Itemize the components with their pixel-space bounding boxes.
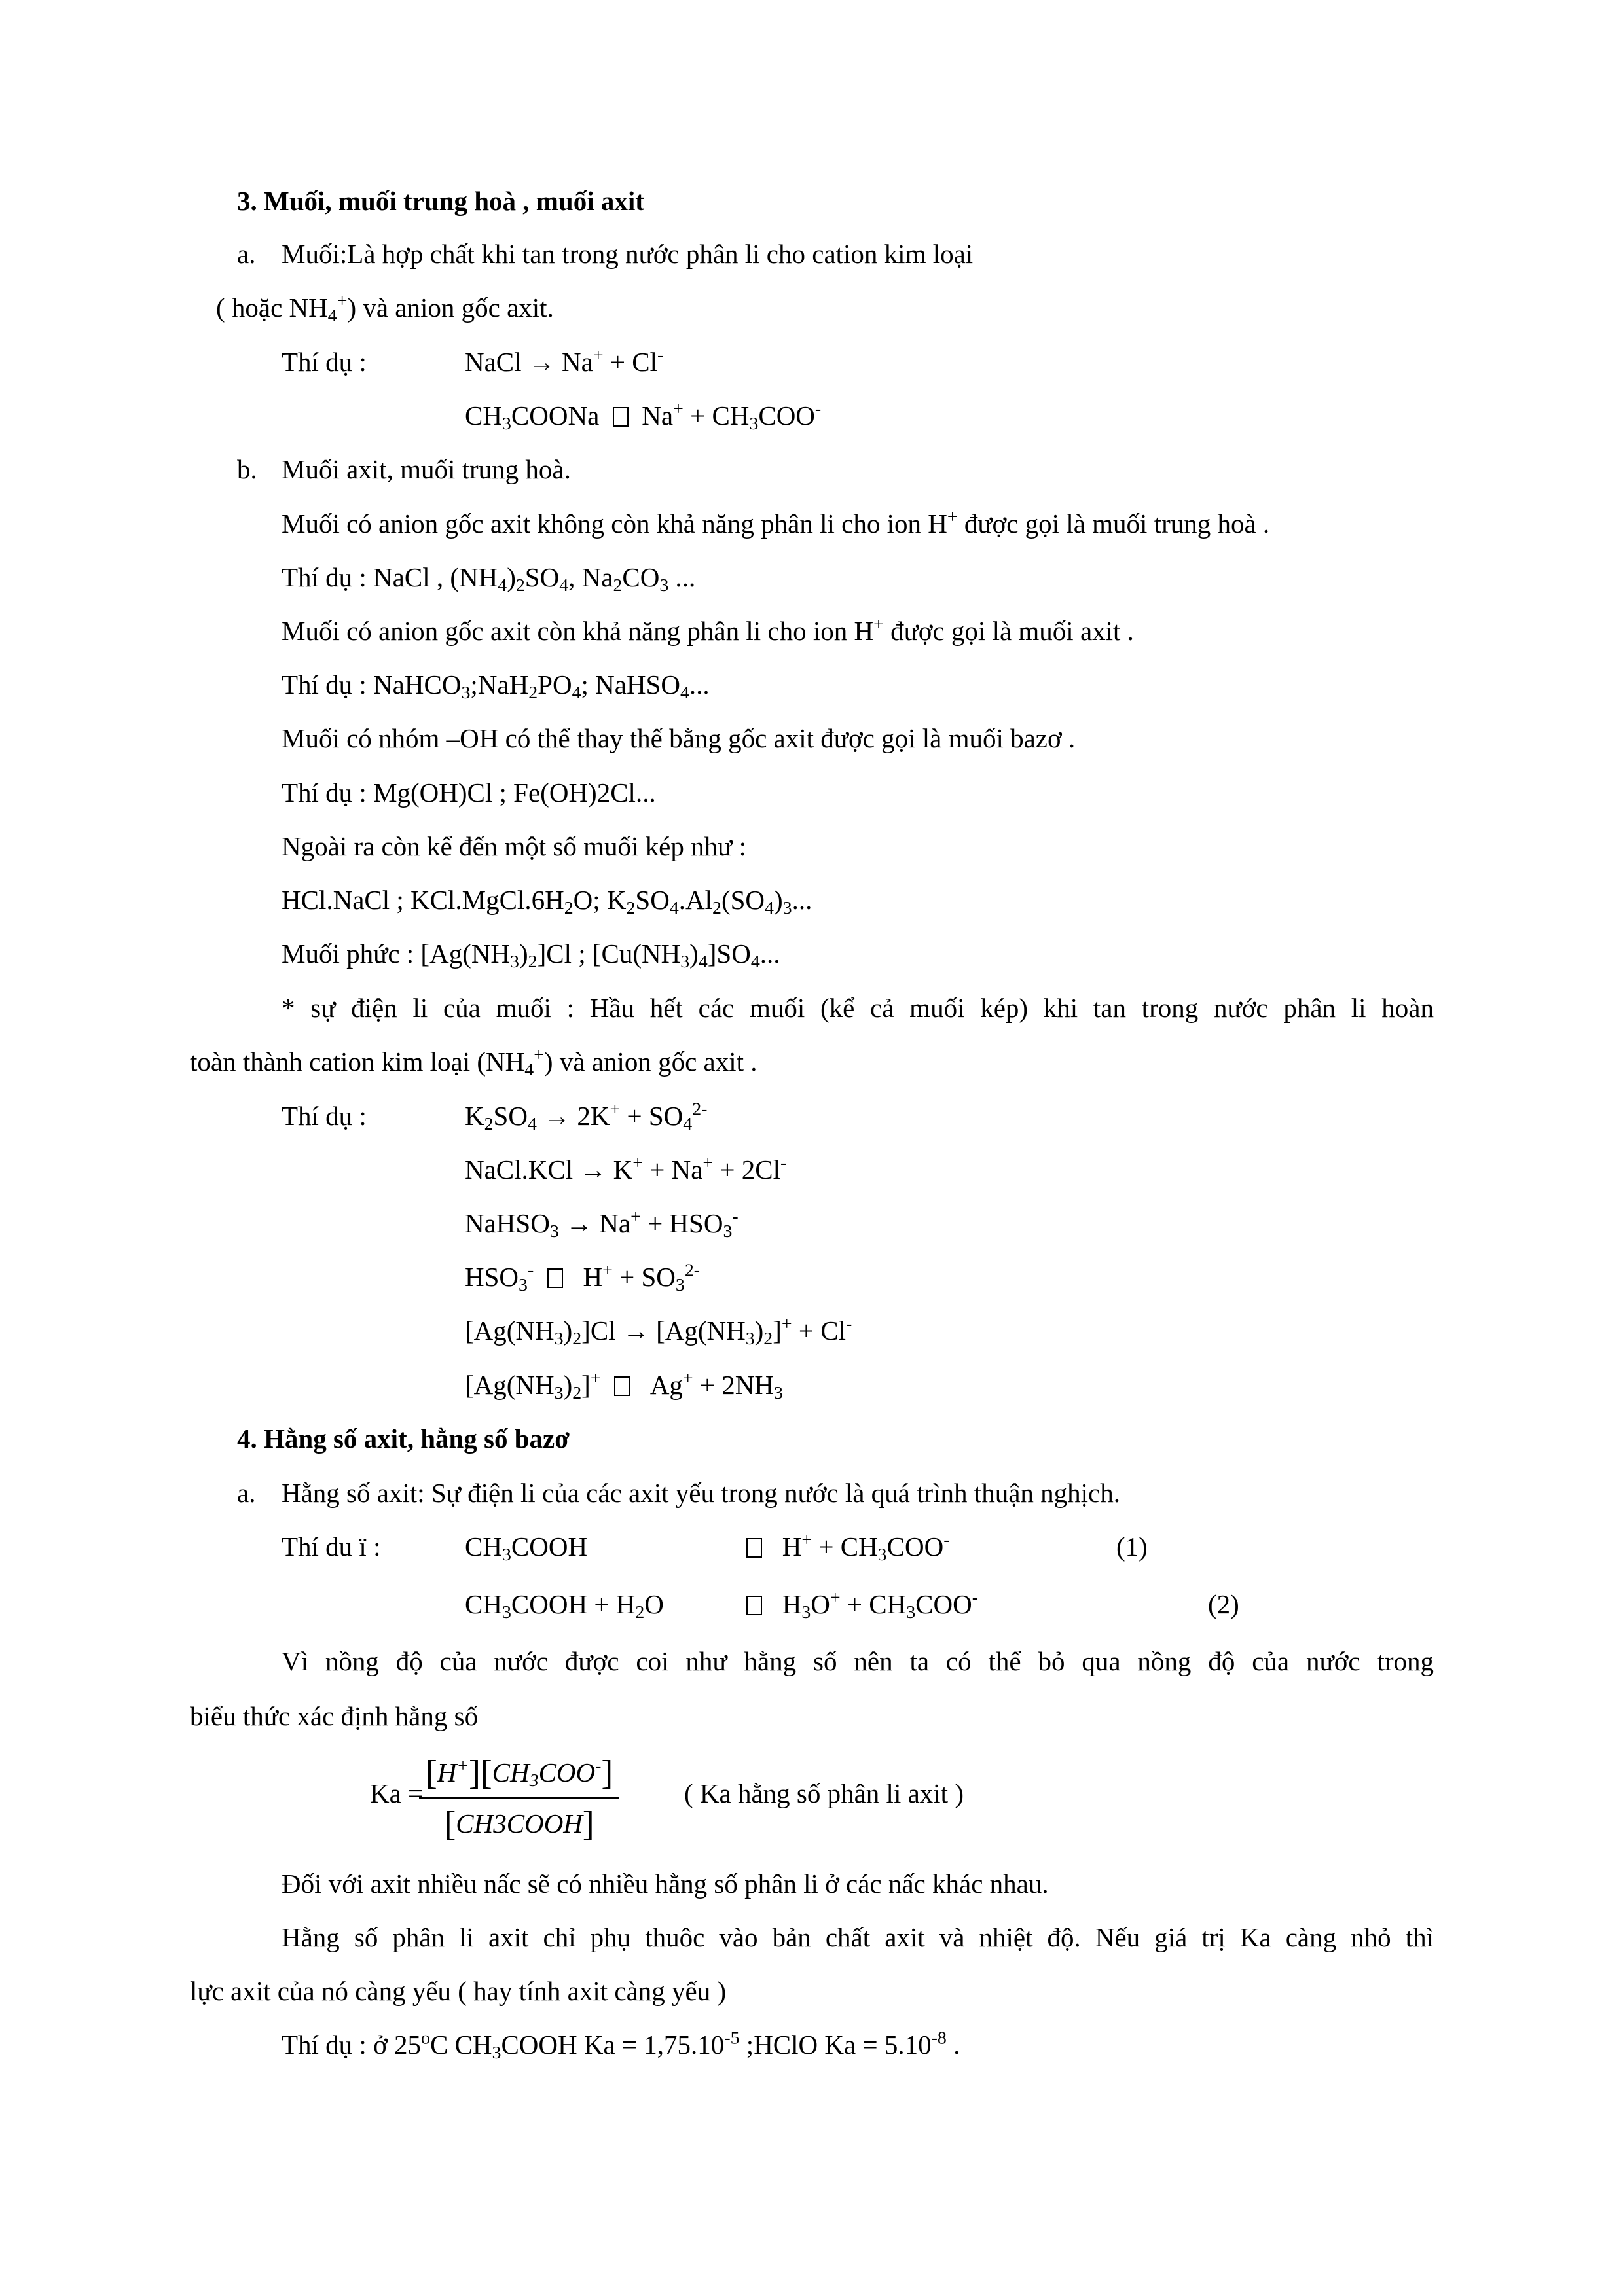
ka-fraction: [419, 1753, 619, 1844]
equilibrium-arrow-icon: [547, 1268, 563, 1288]
equation-number-1: (1): [1116, 1532, 1148, 1562]
section-4-heading: 4. Hằng số axit, hằng số bazơ: [237, 1424, 570, 1454]
equilibrium-arrow-icon: [746, 1538, 762, 1558]
example-ka-values: Thí dụ : ở 25$^o$C $CH_3COOH$ $Ka = 1,75.10^{-5}$ ;HClO $Ka = 5.10^{-8}$ .: [282, 2028, 960, 2063]
example-basic-salt: Thí dụ : Mg(OH)Cl ; Fe(OH)2Cl...: [282, 778, 656, 808]
equation-ch3coona: $CH_3COONa$ $Na^+ + CH_3COO^-$: [465, 399, 822, 434]
item-a-text: Muối:Là hợp chất khi tan trong nước phân li cho cation kim loại: [282, 239, 974, 269]
item-b-text: Muối axit, muối trung hoà.: [282, 454, 571, 484]
item-a-label: a.: [237, 239, 256, 269]
equation-ch3cooh: $CH_3COOH$: [465, 1532, 588, 1565]
ka-label: Ka =: [370, 1778, 424, 1808]
example-label: Thí dụ :: [282, 347, 367, 377]
equation-ch3cooh-water: $CH_3COOH + H_2O$: [465, 1589, 664, 1623]
paragraph-ka-dependence-cont: lực axit của nó càng yếu ( hay tính axit càng yếu ): [190, 1976, 727, 2006]
reaction-ag-complex: $[Ag(NH_3)_2]^+$ $Ag^+ + 2NH_3$: [465, 1368, 783, 1403]
ka-numerator: $[H^+][CH_3COO^-]$: [419, 1753, 619, 1799]
paragraph-double-salt: Ngoài ra còn kể đến một số muối kép như :: [282, 831, 746, 861]
paragraph-neutral-salt: Muối có anion gốc axit không còn khả năng phân li cho ion H+ được gọi là muối trung hoà .: [282, 507, 1270, 539]
paragraph-water-concentration-cont: biểu thức xác định hằng số: [190, 1701, 479, 1731]
example-double-salt: HCl.NaCl ; $KCl.MgCl.6H_2O$; $K_2SO_4.Al_2(SO_4)_3$...: [282, 885, 812, 918]
paragraph-ka-dependence: Hằng số phân li axit chỉ phụ thuôc vào bản chất axit và nhiệt độ. Nếu giá trị Ka càng nhỏ thì: [282, 1922, 1434, 1952]
paragraph-acid-salt: Muối có anion gốc axit còn khả năng phân li cho ion H+ được gọi là muối axit .: [282, 614, 1134, 646]
reaction-k2so4: $K_2SO_4 \to 2K^+ + SO_4^{2-}$: [465, 1099, 708, 1134]
item-b-label: b.: [237, 454, 257, 484]
example-label-dissociation: Thí dụ :: [282, 1101, 367, 1131]
equilibrium-arrow-icon: [746, 1596, 762, 1615]
equation-ch3cooh-water-products: $H_3O^+ + CH_3COO^-$: [746, 1591, 978, 1618]
paragraph-salt-dissociation: * sự điện li của muối : Hầu hết các muối (kể cả muối kép) khi tan trong nước phân li hoàn: [282, 993, 1434, 1023]
paragraph-basic-salt: Muối có nhóm –OH có thể thay thế bằng gốc axit được gọi là muối bazơ .: [282, 723, 1076, 753]
paragraph-water-concentration: Vì nồng độ của nước được coi như hằng số nên ta có thể bỏ qua nồng độ của nước trong: [282, 1646, 1434, 1676]
equation-nacl: NaCl → Na+ + Cl-: [465, 345, 664, 377]
item-4a-text: Hằng số axit: Sự điện li của các axit yếu trong nước là quá trình thuận nghịch.: [282, 1478, 1120, 1508]
reaction-hso3: $HSO_3^-$ $H^+ + SO_3^{2-}$: [465, 1260, 701, 1295]
paragraph-polyprotic: Đối với axit nhiều nấc sẽ có nhiều hằng số phân li ở các nấc khác nhau.: [282, 1869, 1049, 1899]
paragraph-salt-dissociation-cont: toàn thành cation kim loại $(NH_4^+)$ và anion gốc axit .: [190, 1045, 757, 1080]
reaction-nacl-kcl: NaCl.KCl → K+ + Na+ + 2Cl-: [465, 1153, 787, 1185]
equation-number-2: (2): [1208, 1589, 1239, 1619]
ka-note: ( Ka hằng số phân li axit ): [684, 1778, 964, 1808]
ka-denominator: [CH3COOH]: [444, 1804, 594, 1843]
item-a-text-cont: ( hoặc $NH_4^+$) và anion gốc axit.: [216, 291, 554, 326]
reaction-nahso3: NaHSO$_3$ → $Na^+ + HSO_3^-$: [465, 1206, 739, 1242]
example-acid-salt: Thí dụ : $NaHCO_3;NaH_2PO_4$; NaHSO$_4$...: [282, 670, 710, 703]
equilibrium-arrow-icon: [614, 1376, 630, 1396]
item-4a-label: a.: [237, 1478, 256, 1508]
section-3-heading: 3. Muối, muối trung hoà , muối axit: [237, 186, 644, 216]
example-neutral-salt: Thí dụ : NaCl , $(NH_4)_2SO_4$, $Na_2CO_3$ ...: [282, 562, 696, 596]
example-label-4: Thí du ï :: [282, 1532, 381, 1562]
example-complex-salt: Muối phức : $[Ag(NH_3)_2]Cl$ ; $[Cu(NH_3)_4]SO_4$...: [282, 939, 780, 972]
equation-ch3cooh-products: $H^+ + CH_3COO^-$: [746, 1534, 949, 1560]
reaction-ag-complex-cl: $[Ag(NH_3)_2]Cl \to [Ag(NH_3)_2]^+ + Cl^-$: [465, 1314, 852, 1349]
equilibrium-arrow-icon: [613, 407, 629, 427]
